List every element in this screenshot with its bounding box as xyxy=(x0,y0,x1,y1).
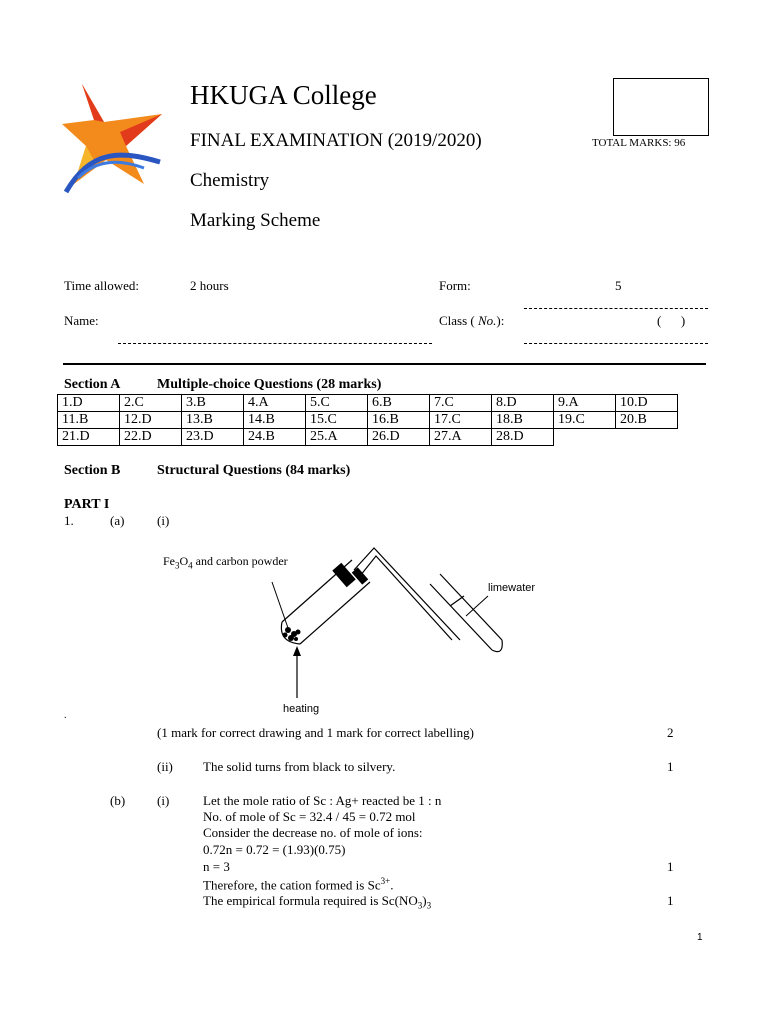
name-line xyxy=(118,343,432,344)
name-label: Name: xyxy=(64,313,99,328)
answer-cell: 7.C xyxy=(430,395,492,412)
subject-title: Chemistry xyxy=(190,170,270,191)
answer-cell: 18.B xyxy=(492,412,554,429)
time-value: 2 hours xyxy=(190,278,229,293)
b-line: No. of mole of Sc = 32.4 / 45 = 0.72 mol xyxy=(203,809,416,824)
time-label: Time allowed: xyxy=(64,278,139,293)
answer-cell: 10.D xyxy=(616,395,678,412)
answer-cell: 25.A xyxy=(306,429,368,446)
b-line: Let the mole ratio of Sc : Ag+ reacted be 1 : n xyxy=(203,793,442,808)
answer-cell: 16.B xyxy=(368,412,430,429)
mark-formula: 1 xyxy=(667,893,674,908)
empty-cell xyxy=(554,429,616,446)
class-label: Class ( No.): xyxy=(439,313,505,328)
stray-dot: . xyxy=(64,710,67,721)
doc-type: Marking Scheme xyxy=(190,210,321,231)
apparatus-diagram xyxy=(260,540,560,710)
answer-cell: 8.D xyxy=(492,395,554,412)
reactant-label: $Fe_3O_4$ and carbon powder xyxy=(163,554,288,571)
marking-note: (1 mark for correct drawing and 1 mark for correct labelling) xyxy=(157,725,474,740)
a-ii-answer: The solid turns from black to silvery. xyxy=(203,759,396,774)
part-a-i-label: (i) xyxy=(157,513,170,528)
answer-cell: 19.C xyxy=(554,412,616,429)
divider xyxy=(63,363,706,365)
answer-cell: 5.C xyxy=(306,395,368,412)
total-marks: TOTAL MARKS: 96 xyxy=(592,137,686,149)
part-b-i-label: (i) xyxy=(157,793,170,808)
limewater-label: limewater xyxy=(488,582,536,594)
answer-cell: 12.D xyxy=(120,412,182,429)
answer-cell: 26.D xyxy=(368,429,430,446)
form-value: 5 xyxy=(615,278,622,293)
class-line xyxy=(524,343,708,344)
answer-cell: 17.C xyxy=(430,412,492,429)
table-row xyxy=(58,429,678,446)
answer-table xyxy=(57,394,678,446)
part-b-label: (b) xyxy=(110,793,126,808)
mark-a-ii: 1 xyxy=(667,759,674,774)
answer-cell: 11.B xyxy=(58,412,120,429)
question-number: 1. xyxy=(64,513,74,528)
page-number: 1 xyxy=(697,932,703,943)
answer-cell: 1.D xyxy=(58,395,120,412)
part-a-label: (a) xyxy=(110,513,125,528)
answer-cell: 6.B xyxy=(368,395,430,412)
table-row xyxy=(58,412,678,429)
mark-a-i: 2 xyxy=(667,725,674,740)
part-a-ii-label: (ii) xyxy=(157,759,173,774)
answer-cell: 9.A xyxy=(554,395,616,412)
answer-cell: 4.A xyxy=(244,395,306,412)
table-row xyxy=(58,395,678,412)
mark-b-n: 1 xyxy=(667,859,674,874)
class-number-paren: ( ) xyxy=(657,313,686,328)
answer-cell: 28.D xyxy=(492,429,554,446)
college-logo xyxy=(60,80,170,200)
answer-cell: 23.D xyxy=(182,429,244,446)
empty-cell xyxy=(616,429,678,446)
b-line: 0.72n = 0.72 = (1.93)(0.75) xyxy=(203,842,346,857)
marks-box xyxy=(613,78,709,136)
answer-cell: 24.B xyxy=(244,429,306,446)
college-title: HKUGA College xyxy=(190,80,377,110)
answer-cell: 14.B xyxy=(244,412,306,429)
section-b-label: Section B xyxy=(64,463,121,478)
b-line: Consider the decrease no. of mole of ions: xyxy=(203,825,423,840)
heating-label: heating xyxy=(283,703,320,715)
answer-cell: 21.D xyxy=(58,429,120,446)
answer-cell: 22.D xyxy=(120,429,182,446)
exam-title: FINAL EXAMINATION (2019/2020) xyxy=(190,130,482,151)
b-line: n = 3 xyxy=(203,859,230,874)
answer-cell: 15.C xyxy=(306,412,368,429)
part-label: PART I xyxy=(64,497,110,512)
section-a-label: Section A xyxy=(64,377,121,392)
answer-cell: 3.B xyxy=(182,395,244,412)
cation-line: Therefore, the cation formed is $Sc^{3+}$. xyxy=(203,876,394,893)
answer-cell: 27.A xyxy=(430,429,492,446)
form-line xyxy=(524,308,708,309)
formula-line: The empirical formula required is $Sc(NO_3)_3$ xyxy=(203,893,432,911)
answer-cell: 20.B xyxy=(616,412,678,429)
answer-cell: 2.C xyxy=(120,395,182,412)
section-b-title: Structural Questions (84 marks) xyxy=(157,463,351,478)
form-label: Form: xyxy=(439,278,471,293)
section-a-title: Multiple-choice Questions (28 marks) xyxy=(157,377,382,392)
answer-cell: 13.B xyxy=(182,412,244,429)
